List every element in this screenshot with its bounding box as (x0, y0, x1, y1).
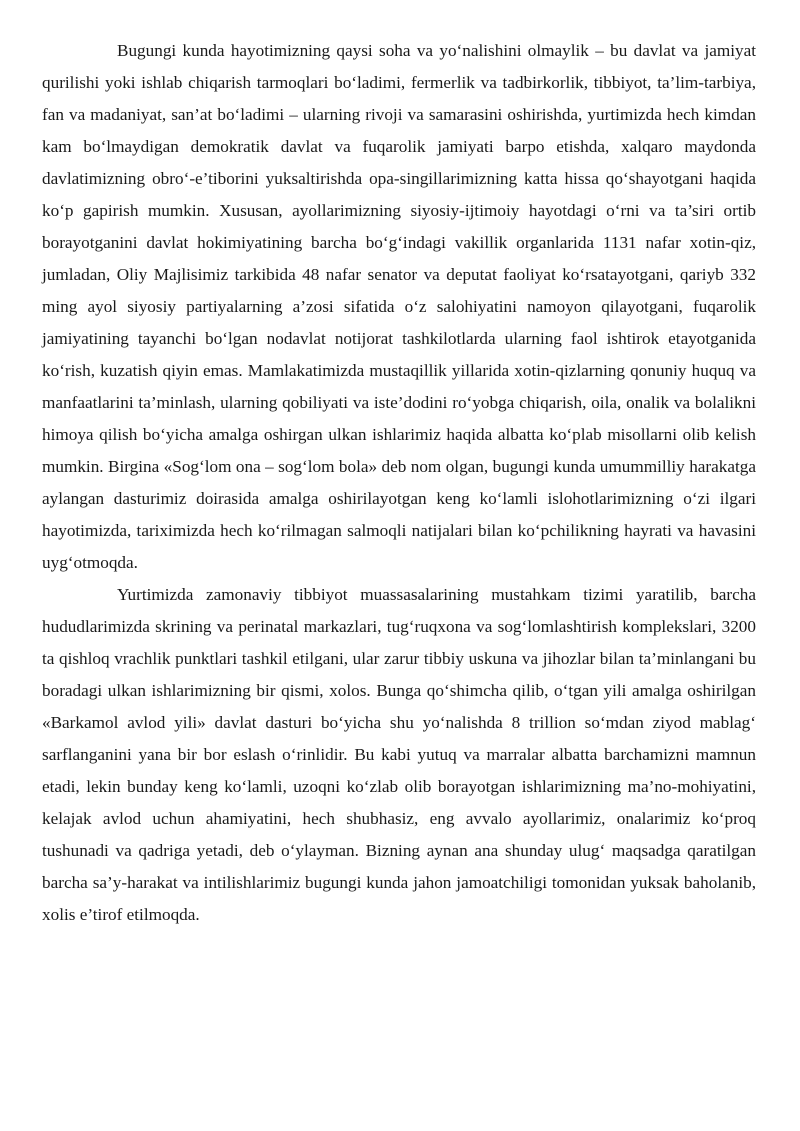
paragraph-1: Bugungi kunda hayotimizning qaysi soha va yo‘nalishini olmaylik – bu davlat va jamiyat qurilishi yoki ishlab chiqarish tarmoqlari bo‘ladimi, fermerlik va tadbirkorlik, tibbiyot, ta’lim-tarbiya, fan va madaniyat, san’at bo‘ladimi – ularning rivoji va samarasini oshirishda, yurtimizda hech kimdan kam bo‘lmaydigan demokratik davlat va fuqarolik jamiyati barpo etishda, xalqaro maydonda davlatimizning obro‘-e’tiborini yuksaltirishda opa-singillarimizning katta hissa qo‘shayotgani haqida ko‘p gapirish mumkin. Xususan, ayollarimizning siyosiy-ijtimoiy hayotdagi o‘rni va ta’siri ortib borayotganini davlat hokimiyatining barcha bo‘g‘indagi vakillik organlarida 1131 nafar xotin-qiz, jumladan, Oliy Majlisimiz tarkibida 48 nafar senator va deputat faoliyat ko‘rsatayotgani, qariyb 332 ming ayol siyosiy partiyalarning a’zosi sifatida o‘z salohiyatini namoyon qilayotgani, fuqarolik jamiyatining tayanchi bo‘lgan nodavlat notijorat tashkilotlarda ularning faol ishtirok etayotganida ko‘rish, kuzatish qiyin emas. Mamlakatimizda mustaqillik yillarida xotin-qizlarning qonuniy huquq va manfaatlarini ta’minlash, ularning qobiliyati va iste’dodini ro‘yobga chiqarish, oila, onalik va bolalikni himoya qilish bo‘yicha amalga oshirgan ulkan ishlarimiz haqida albatta ko‘plab misollarni olib kelish mumkin. Birgina «Sog‘lom ona – sog‘lom bola» deb nom olgan, bugungi kunda umummilliy harakatga aylangan dasturimiz doirasida amalga oshirilayotgan keng ko‘lamli islohotlarimizning o‘zi ilgari hayotimizda, tariximizda hech ko‘rilmagan salmoqli natijalari bilan ko‘pchilikning hayrati va havasini uyg‘otmoqda. (42, 41, 756, 572)
paragraph-2: Yurtimizda zamonaviy tibbiyot muassasalarining mustahkam tizimi yaratilib, barcha hududlarimizda skrining va perinatal markazlari, tug‘ruqxona va sog‘lomlashtirish komplekslari, 3200 ta qishloq vrachlik punktlari tashkil etilgani, ular zarur tibbiy uskuna va jihozlar bilan ta’minlangani bu boradagi ulkan ishlarimizning bir qismi, xolos. Bunga qo‘shimcha qilib, o‘tgan yili amalga oshirilgan «Barkamol avlod yili» davlat dasturi bo‘yicha shu yo‘nalishda 8 trillion so‘mdan ziyod mablag‘ sarflanganini yana bir bor eslash o‘rinlidir. Bu kabi yutuq va marralar albatta barchamizni mamnun etadi, lekin bunday keng ko‘lamli, uzoqni ko‘zlab olib borayotgan ishlarimizning ma’no-mohiyatini, kelajak avlod uchun ahamiyatini, hech shubhasiz, eng avvalo ayollarimiz, onalarimiz ko‘proq tushunadi va qadriga yetadi, deb o‘ylayman. Bizning aynan ana shunday ulug‘ maqsadga qaratilgan barcha sa’y-harakat va intilishlarimiz bugungi kunda jahon jamoatchiligi tomonidan yuksak baholanib, xolis e’tirof etilmoqda. (42, 585, 756, 924)
body-text (42, 35, 756, 931)
